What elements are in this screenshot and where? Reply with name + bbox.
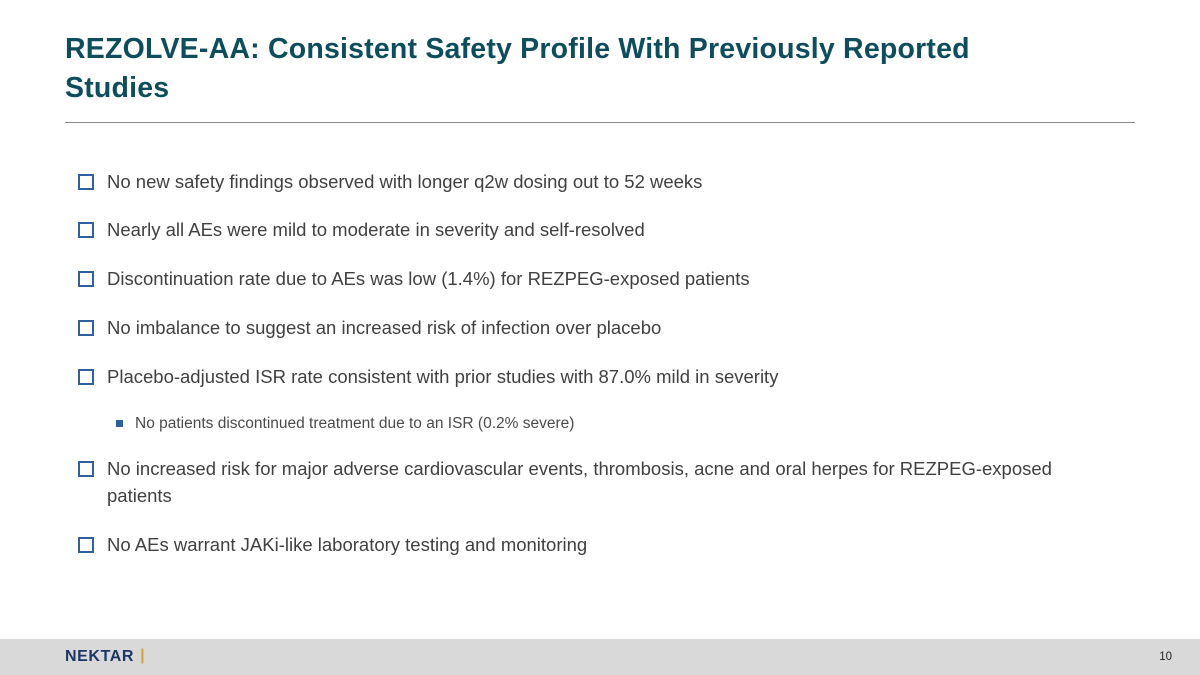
- bullet-text: Placebo-adjusted ISR rate consistent with prior studies with 87.0% mild in severity: [107, 365, 779, 387]
- bullet-item: [78, 364, 1135, 391]
- bullet-item: [78, 456, 1135, 510]
- checkbox-bullet-icon: [78, 537, 94, 553]
- checkbox-bullet-icon: [78, 174, 94, 190]
- checkbox-bullet-icon: [78, 461, 94, 477]
- bullet-list: [78, 169, 1135, 559]
- bullet-text: No new safety findings observed with longer q2w dosing out to 52 weeks: [107, 170, 703, 192]
- bullet-item: [78, 266, 1135, 293]
- bullet-item: [78, 217, 1135, 244]
- bullet-item: [78, 169, 1135, 196]
- nektar-logo: [65, 648, 145, 666]
- bullet-text: No increased risk for major adverse cardiovascular events, thrombosis, acne and oral herpes for REZPEG-exposed patients: [107, 458, 1052, 507]
- bullet-item: [78, 532, 1135, 559]
- sub-bullet-text: No patients discontinued treatment due to an ISR (0.2% severe): [135, 414, 575, 432]
- checkbox-bullet-icon: [78, 222, 94, 238]
- bullet-text: No AEs warrant JAKi-like laboratory testing and monitoring: [107, 533, 588, 555]
- checkbox-bullet-icon: [78, 271, 94, 287]
- bullet-text: Nearly all AEs were mild to moderate in severity and self-resolved: [107, 219, 645, 241]
- footer-bar: [0, 639, 1200, 675]
- page-number: 10: [1159, 651, 1172, 663]
- slide-title: REZOLVE-AA: Consistent Safety Profile With Previously Reported Studies: [65, 33, 970, 104]
- square-bullet-icon: [116, 420, 123, 427]
- title-divider: [65, 122, 1135, 123]
- bullet-text: No imbalance to suggest an increased risk of infection over placebo: [107, 316, 662, 338]
- checkbox-bullet-icon: [78, 369, 94, 385]
- nektar-logo-text: NEKTAR: [65, 648, 135, 665]
- sub-bullet-item: [116, 413, 1135, 435]
- bullet-text: Discontinuation rate due to AEs was low (1.4%) for REZPEG-exposed patients: [107, 268, 750, 290]
- logo-separator: |: [140, 647, 145, 664]
- checkbox-bullet-icon: [78, 320, 94, 336]
- bullet-item: [78, 315, 1135, 342]
